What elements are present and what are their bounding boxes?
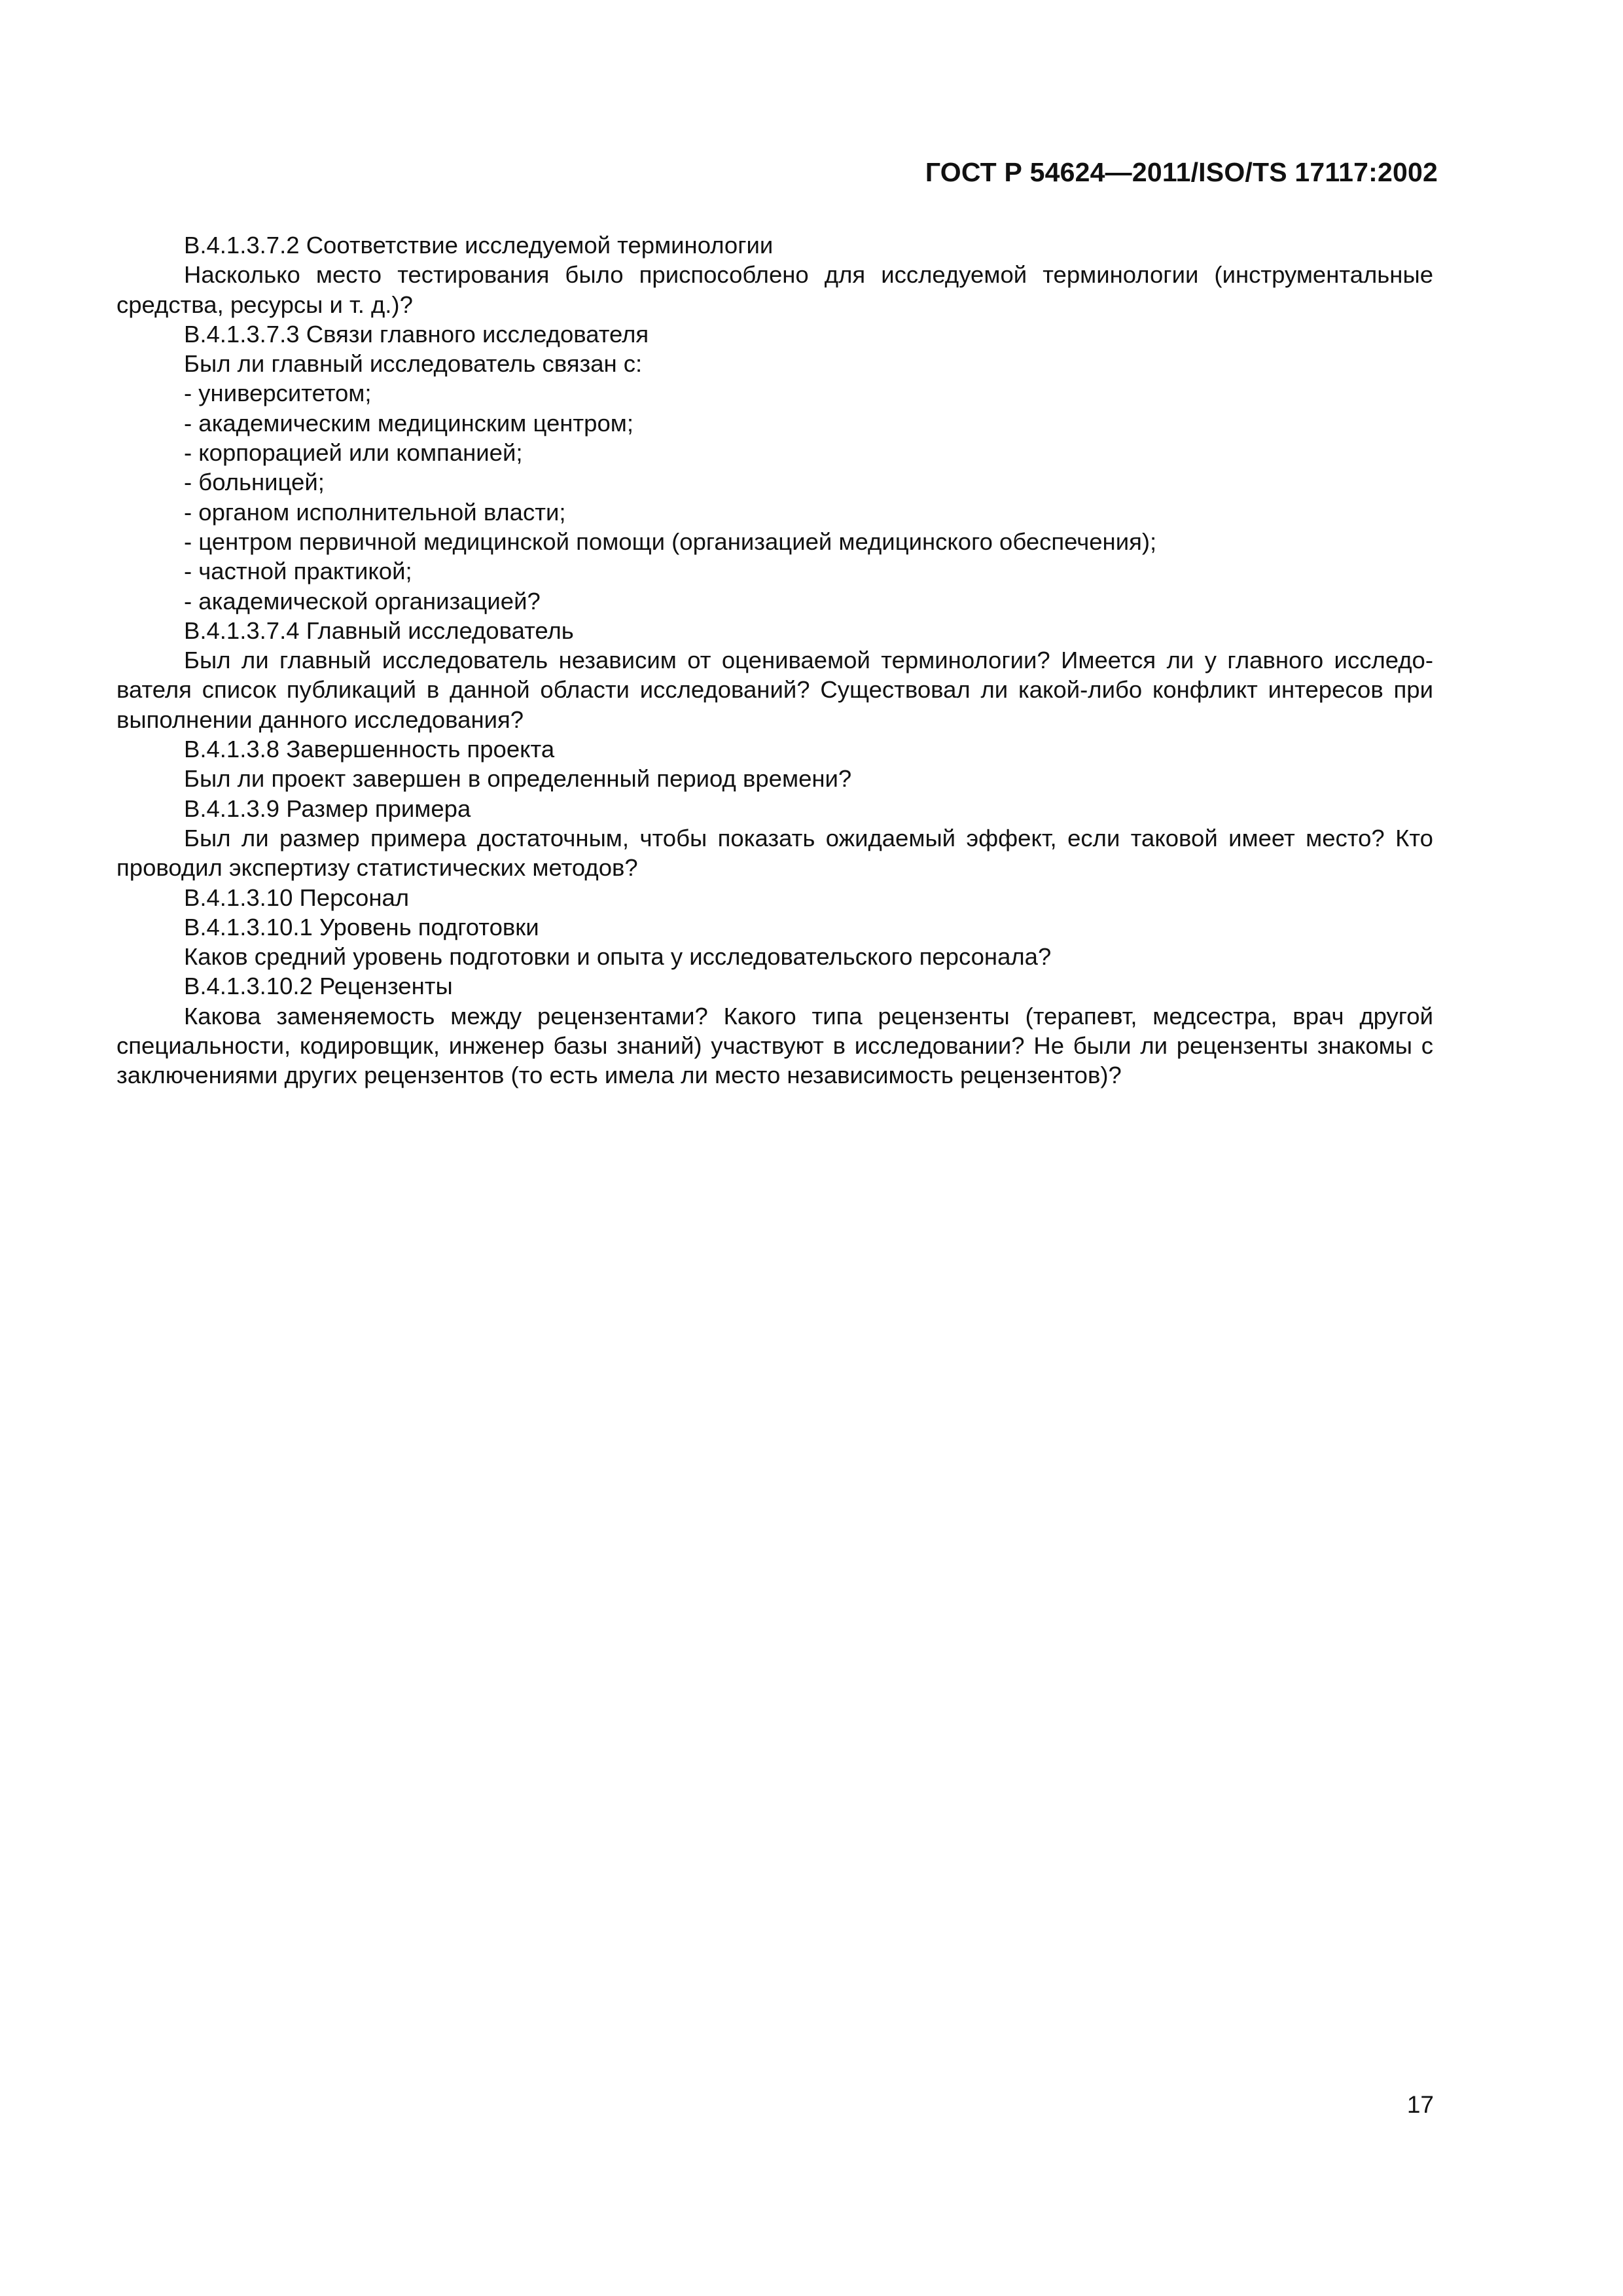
- page-number: 17: [1406, 2091, 1434, 2118]
- paragraph: Был ли главный исследователь независим от оцениваемой терминологии? Имеется ли у главного исследо-вателя список публикаций в данной области исследований? Существовал ли какой-либо конфликт интересов при выполнении данного исследования?: [116, 647, 1433, 733]
- section-heading: B.4.1.3.8 Завершенность проекта: [184, 736, 555, 763]
- document-body: [116, 230, 1433, 1090]
- section-heading: B.4.1.3.9 Размер примера: [184, 795, 471, 822]
- list-item: - корпорацией или компанией;: [184, 439, 523, 467]
- list-item: - академическим медицинским центром;: [184, 409, 633, 437]
- section-heading: B.4.1.3.10.1 Уровень подготовки: [184, 913, 539, 941]
- affiliation-list: [116, 378, 1433, 615]
- section-heading: B.4.1.3.7.4 Главный исследователь: [184, 617, 574, 644]
- paragraph: Был ли главный исследователь связан с:: [184, 350, 643, 378]
- section-heading: B.4.1.3.7.3 Связи главного исследователя: [184, 320, 649, 348]
- document-header: ГОСТ Р 54624—2011/ISO/TS 17117:2002: [925, 157, 1438, 187]
- paragraph: Был ли проект завершен в определенный период времени?: [184, 765, 852, 793]
- paragraph: Каков средний уровень подготовки и опыта у исследовательского персонала?: [184, 943, 1052, 971]
- paragraph: Был ли размер примера достаточным, чтобы показать ожидаемый эффект, если таковой имеет место? Кто проводил экспертизу статистических методов?: [116, 824, 1433, 882]
- section-heading: B.4.1.3.7.2 Соответствие исследуемой терминологии: [184, 232, 774, 259]
- list-item: - больницей;: [184, 469, 325, 496]
- paragraph: Насколько место тестирования было приспособлено для исследуемой терминологии (инструментальные средства, ресурсы и т. д.)?: [116, 261, 1433, 318]
- list-item: - центром первичной медицинской помощи (организацией медицинского обеспечения);: [184, 528, 1157, 555]
- list-item: - органом исполнительной власти;: [184, 498, 566, 526]
- list-item: - университетом;: [184, 380, 372, 407]
- section-heading: B.4.1.3.10.2 Рецензенты: [184, 973, 453, 1000]
- list-item: - частной практикой;: [184, 558, 412, 585]
- paragraph: Какова заменяемость между рецензентами? Какого типа рецензенты (терапевт, медсестра, врач другой специальности, кодировщик, инженер базы знаний) участвуют в исследовании? Не были ли рецензенты знакомы с заключениями других рецензентов (то есть имела ли место независимость рецензентов)?: [116, 1002, 1433, 1089]
- section-heading: B.4.1.3.10 Персонал: [184, 884, 410, 911]
- list-item: - академической организацией?: [184, 587, 541, 615]
